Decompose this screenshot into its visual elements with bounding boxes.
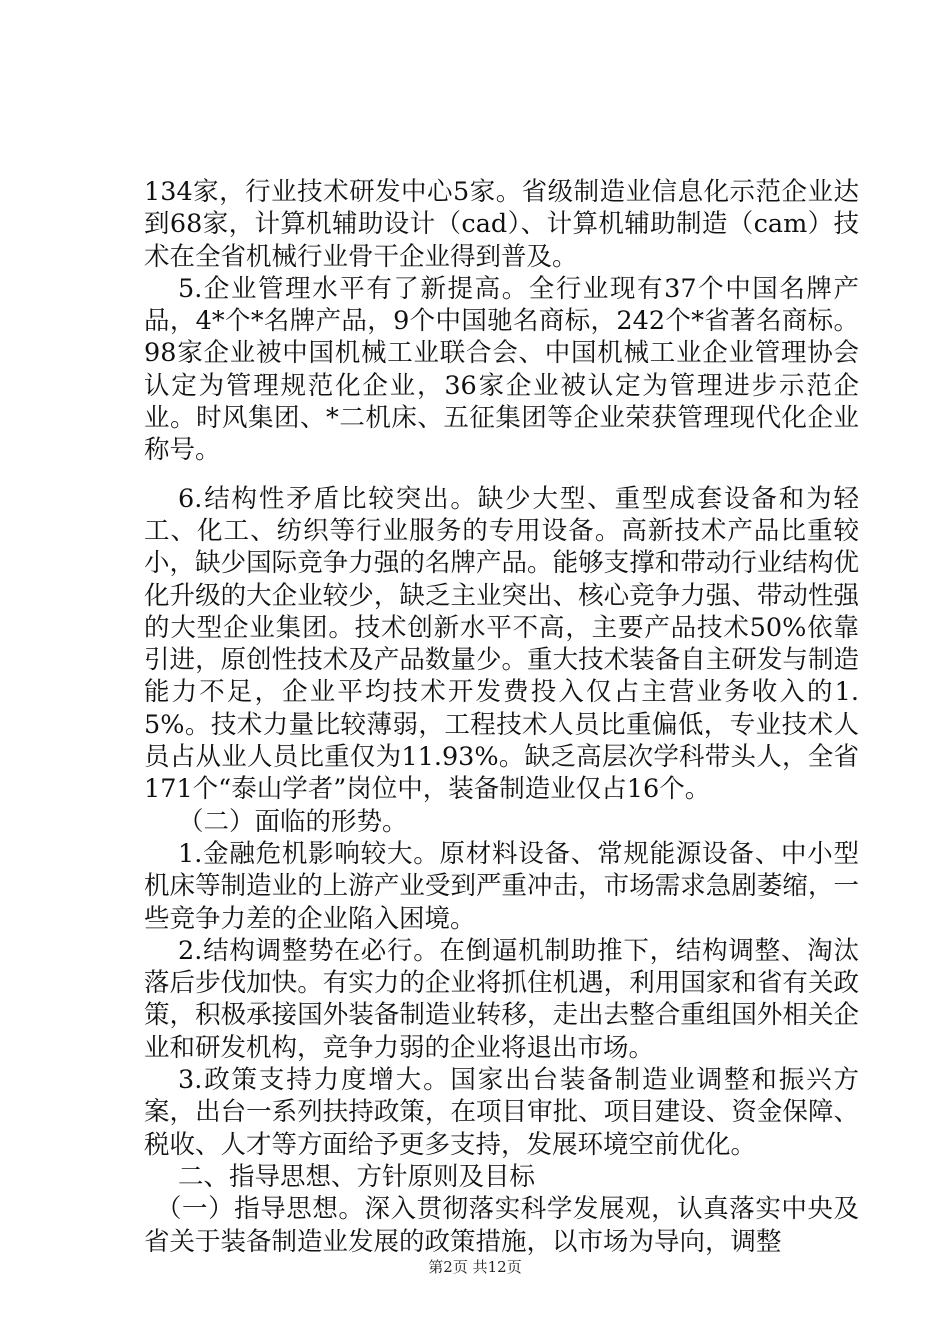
paragraph-financial-crisis: 1.金融危机影响较大。原材料设备、常规能源设备、中小型机床等制造业的上游产业受到严重冲击，市场需求急剧萎缩，一些竞争力差的企业陷入困境。 (144, 838, 859, 934)
section-heading-guiding-ideology: 二、指导思想、方针原则及目标 (178, 1161, 536, 1192)
paragraph-policy-support: 3.政策支持力度增大。国家出台装备制造业调整和振兴方案，出台一系列扶持政策，在项目审批、项目建设、资金保障、税收、人才等方面给予更多支持，发展环境空前优化。 (144, 1065, 859, 1160)
paragraph-structural-contradiction: 6.结构性矛盾比较突出。缺少大型、重型成套设备和为轻工、化工、纺织等行业服务的专用设备。高新技术产品比重较小，缺少国际竞争力强的名牌产品。能够支撑和带动行业结构优化升级的大企业较少，缺乏主业突出、核心竞争力强、带动性强的大型企业集团。技术创新水平不高，主要产品技术50%依靠引进，原创性技术及产品数量少。重大技术装备自主研发与制造能力不足，企业平均技术开发费投入仅占主营业务收入的1.5%。技术力量比较薄弱，工程技术人员比重偏低，专业技术人员占从业人员比重仅为11.93%。缺乏高层次学科带头人，全省171个“泰山学者”岗位中，装备制造业仅占16个。 (144, 483, 859, 805)
paragraph-guiding-ideology: （一）指导思想。深入贯彻落实科学发展观，认真落实中央及省关于装备制造业发展的政策措施，以市场为导向，调整 (144, 1194, 859, 1257)
document-body (144, 176, 859, 1258)
paragraph-structural-adjustment: 2.结构调整势在必行。在倒逼机制助推下，结构调整、淘汰落后步伐加快。有实力的企业将抓住机遇，利用国家和省有关政策，积极承接国外装备制造业转移，走出去整合重组国外相关企业和研发机构，竞争力弱的企业将退出市场。 (144, 935, 859, 1063)
page-number-footer: 第2页 共12页 (428, 1258, 522, 1276)
paragraph-continuation: 134家，行业技术研发中心5家。省级制造业信息化示范企业达到68家，计算机辅助设计（cad）、计算机辅助制造（cam）技术在全省机械行业骨干企业得到普及。 (144, 177, 859, 272)
paragraph-management-level: 5.企业管理水平有了新提高。全行业现有37个中国名牌产品，4*个*名牌产品，9个中国驰名商标，242个*省著名商标。98家企业被中国机械工业联合会、中国机械工业企业管理协会认定为管理规范化企业，36家企业被认定为管理进步示范企业。时风集团、*二机床、五征集团等企业荣获管理现代化企业称号。 (144, 273, 859, 466)
section-heading-situation: （二）面临的形势。 (178, 806, 408, 837)
